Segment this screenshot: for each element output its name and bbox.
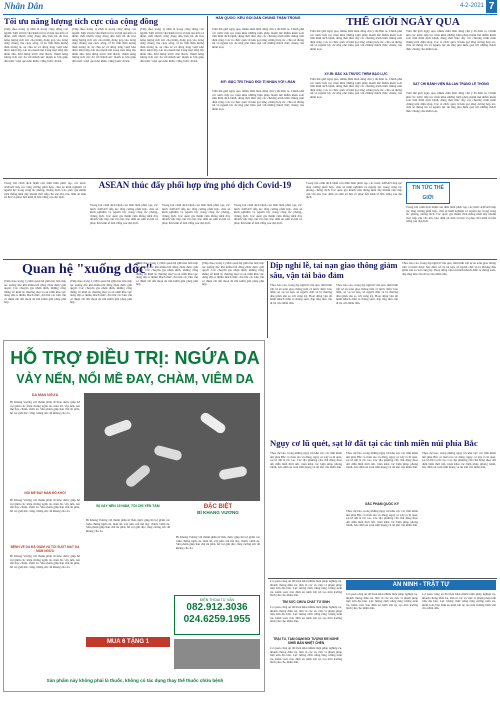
a1-col1: (Tiếp theo trang 1) nhất là trong công đồng con người. Một xã hội vận hành tốt là xã hội mà mỗi cá nhân, mỗi nhóm cộng đồng đều biết tối ưu hóa năng lượng tích cực của mình, đóng góp vào dòng chảy chung của cuộc sống. Ở đó tinh thần tương thân tương ái, sự chia sẻ và đồng lòng vượt khó được khơi dậy, lan tỏa mạnh mẽ trong mọi tầng lớp nhân dân. Khi đứng trước thử thách, chính năng lượng tích cực đó trở thành sức mạnh to lớn giúp đất nước vượt qua khó khăn, vững bước đi lên. (4, 28, 68, 63)
a5-col3: Theo báo cáo, trong dịp nghỉ lễ vừa qua, tình hình trật tự an toàn giao thông trên cả nước được bảo đảm, số vụ tai nạn, số người chết và bị thương đều giảm sâu so với cùng kỳ. Hoạt động vận tải hành khách diễn ra thông suốt, đáp ứng nhu cầu đi lại của nhân dân. (402, 262, 496, 276)
ad-sub-3: BỆNH VỀ DA ĐÃ GIẢM VÀ TÔI SUỐT MẤT DA MẨN NGỨA (10, 545, 80, 553)
a4-title: Quan hệ "xuống dốc" (22, 262, 154, 277)
a7-col1: Cơ quan công an đã triển khai nhiều biện pháp nghiệp vụ, nhanh chóng điều tra, làm rõ các vụ việc vi phạm pháp luật trên địa bàn. Lực lượng chức năng tăng cường tuần tra, kiểm soát, bảo đảm an ninh trật tự, tạo môi trường bình yên cho nhân dân. (270, 580, 342, 598)
ad-col2: Bì Khang Vương với thành phần từ thảo dược giúp hỗ trợ giảm các triệu chứng ngứa da, mẩn đỏ, vảy nến, nổi mề đay, chàm, viêm da. Sản phẩm giúp hạn chế tái phát, hỗ trợ giải độc, tăng cường sức đề kháng cho da. (86, 519, 170, 533)
page-number: 7 (486, 0, 497, 13)
a7-col2: Cơ quan công an đã triển khai nhiều biện pháp nghiệp vụ, nhanh chóng điều tra, làm rõ các vụ việc vi phạm pháp luật trên địa bàn. Lực lượng chức năng tăng cường tuần tra, kiểm soát, bảo đảm an ninh trật tự, tạo môi trường bình yên cho nhân dân. (346, 593, 418, 611)
ad-product-box-photo (174, 639, 260, 669)
a1-col2: (Tiếp theo trang 1) nhất là trong công đồng con người. Một xã hội vận hành tốt là xã hội mà mỗi cá nhân, mỗi nhóm cộng đồng đều biết tối ưu hóa năng lượng tích cực của mình, đóng góp vào dòng chảy chung của cuộc sống. Ở đó tinh thần tương thân tương ái, sự chia sẻ và đồng lòng vượt khó được khơi dậy, lan tỏa mạnh mẽ trong mọi tầng lớp nhân dân. Khi đứng trước thử thách, chính năng lượng tích cực đó trở thành sức mạnh to lớn giúp đất nước vượt qua khó khăn, vững bước đi lên. (72, 28, 136, 63)
ad-col1c: Bì Khang Vương với thành phần từ thảo dược giúp hỗ trợ giảm các triệu chứng ngứa da, mẩn đỏ, vảy nến, nổi mề đay, chàm, viêm da. Sản phẩm giúp hạn chế tái phát, hỗ trợ giải độc, tăng cường sức đề kháng cho da. (10, 555, 80, 569)
ad-sub-1: DA MẨN NGỨA (31, 393, 59, 397)
ad-col3: Bì Khang Vương với thành phần từ thảo dược giúp hỗ trợ giảm các triệu chứng ngứa da, mẩn đỏ, vảy nến, nổi mề đay, chàm, viêm da. Sản phẩm giúp hạn chế tái phát, hỗ trợ giải độc, tăng cường sức đề kháng cho da. (176, 536, 260, 550)
a3-col4: Trong bối cảnh dịch bệnh còn diễn biến phức tạp, các nước ASEAN tiếp tục tăng cường phối hợp, chia sẻ kinh nghiệm và nguồn lực trong công tác phòng, chống dịch. Các quốc gia thành viên thống nhất đẩy nhanh việc tiếp cận vắc-xin, bảo đảm an sinh xã hội và phục hồi kinh tế bền vững sau đại dịch. (306, 182, 402, 200)
row1-rule (3, 178, 497, 179)
a6-title: Ngụy cơ lũ quét, sạt lở đất tại các tỉnh miền núi phía Bắc (270, 438, 478, 448)
world-news-logo (406, 182, 450, 204)
a3-col5: Trong bối cảnh dịch bệnh còn diễn biến phức tạp, các nước ASEAN tiếp tục tăng cường phối hợp, chia sẻ kinh nghiệm và nguồn lực trong công tác phòng, chống dịch. Các quốc gia thành viên thống nhất đẩy nhanh việc tiếp cận vắc-xin, bảo đảm an sinh xã hội và phục hồi kinh tế bền vững sau đại dịch. (406, 206, 496, 224)
a5-title: Dịp nghỉ lễ, tai nạn giao thông giảm sâu, vận tải bảo đảm (270, 261, 398, 280)
a3-col2: Trong bối cảnh dịch bệnh còn diễn biến phức tạp, các nước ASEAN tiếp tục tăng cường phối hợp, chia sẻ kinh nghiệm và nguồn lực trong công tác phòng, chống dịch. Các quốc gia thành viên thống nhất đẩy nhanh việc tiếp cận vắc-xin, bảo đảm an sinh xã hội và phục hồi kinh tế bền vững sau đại dịch. (162, 204, 230, 225)
a1-title: Tối ưu năng lượng tích cực của cộng đồng (4, 16, 158, 26)
a6-col1: Theo dự báo, trong những ngày tới khu vực các tỉnh miền núi phía Bắc có mưa rào và dông, nguy cơ xảy ra lũ quét, sạt lở đất là rất cao. Các địa phương cần chủ động theo dõi diễn biến thời tiết, triển khai các biện pháp phòng tránh, bảo đảm an toàn tính mạng và tài sản của nhân dân. (270, 452, 342, 470)
ad-promo (86, 637, 170, 647)
capsule-icon (103, 419, 133, 438)
a5-col1: Theo báo cáo, trong dịp nghỉ lễ vừa qua, tình hình trật tự an toàn giao thông trên cả nước được bảo đảm, số vụ tai nạn, số người chết và bị thương đều giảm sâu so với cùng kỳ. Hoạt động vận tải hành khách diễn ra thông suốt, đáp ứng nhu cầu đi lại của nhân dân. (270, 284, 332, 305)
world-news-logo-text: TIN TỨC THẾ GIỚI (412, 185, 444, 201)
a3-title: ASEAN thúc đẩy phối hợp ứng phó dịch Covid-19 (98, 180, 292, 190)
a2-col3: Trên thế giới ngày qua, nhiều diễn biến đáng chú ý đã diễn ra. Chính phủ các nước tiếp tục triển khai những biện pháp mạnh mẽ nhằm kiểm soát tình hình dịch bệnh, đồng thời thúc đẩy các chương trình tiêm chủng trên diện rộng. Các tổ chức quốc tế kêu gọi tăng cường hợp tác, chia sẻ thông tin và nguồn lực để ứng phó hiệu quả với những thách thức chung của nhân loại. (406, 30, 496, 51)
a4-col2: (Tiếp theo trang 1) Mối quan hệ giữa hai bên tiếp tục xuống dốc khi nhiều bất đồng chưa được giải quyết. Các chuyên gia nhận định, những căng thẳng về kinh tế, thương mại và an ninh khu vực đang đặt ra nhiều thách thức, đòi hỏi các bên cần có thiện chí đối thoại để tìm kiếm giải pháp phù hợp. (70, 280, 132, 305)
a6-kicker: XÃC PHẠM QUỐC KỲ (365, 502, 399, 506)
ad-col1b: Bì Khang Vương với thành phần từ thảo dược giúp hỗ trợ giảm các triệu chứng ngứa da, mẩn đỏ, vảy nến, nổi mề đay, chàm, viêm da. Sản phẩm giúp hạn chế tái phát, hỗ trợ giải độc, tăng cường sức đề kháng cho da. (10, 499, 80, 513)
capsule-icon (199, 411, 228, 435)
ad-block (3, 340, 265, 692)
masthead (0, 0, 500, 14)
a5-col2: Theo báo cáo, trong dịp nghỉ lễ vừa qua, tình hình trật tự an toàn giao thông trên cả nước được bảo đảm, số vụ tai nạn, số người chết và bị thương đều giảm sâu so với cùng kỳ. Hoạt động vận tải hành khách diễn ra thông suốt, đáp ứng nhu cầu đi lại của nhân dân. (336, 284, 398, 305)
a2-col3b: Trên thế giới ngày qua, nhiều diễn biến đáng chú ý đã diễn ra. Chính phủ các nước tiếp tục triển khai những biện pháp mạnh mẽ nhằm kiểm soát tình hình dịch bệnh, đồng thời thúc đẩy các chương trình tiêm chủng trên diện rộng. Các tổ chức quốc tế kêu gọi tăng cường hợp tác, chia sẻ thông tin và nguồn lực để ứng phó hiệu quả với những thách thức chung của nhân loại. (406, 92, 496, 113)
a3-col0: Trong bối cảnh dịch bệnh còn diễn biến phức tạp, các nước ASEAN tiếp tục tăng cường phối hợp, chia sẻ kinh nghiệm và nguồn lực trong công tác phòng, chống dịch. Các quốc gia thành viên thống nhất đẩy nhanh việc tiếp cận vắc-xin, bảo đảm an sinh xã hội và phục hồi kinh tế bền vững sau đại dịch. (4, 182, 86, 200)
a2-kicker-4: SÁT CHỈ BẮNH VIỆN BA LAN TRÁNG LÊ THÔNG (412, 82, 490, 86)
paper-name: Nhân Dân (4, 1, 44, 11)
ad-sub-2: NỔI MỀ ĐAY MẨN ĐỎ KHỎI (24, 491, 66, 495)
row2-rule (3, 259, 497, 260)
a2-kicker-1: HÀN QUỐC: KÊU GỌI DÂN CHÚNG THẬN TRỌNG (215, 16, 301, 20)
a4-col4: (Tiếp theo trang 1) Mối quan hệ giữa hai bên tiếp tục xuống dốc khi nhiều bất đồng chưa được giải quyết. Các chuyên gia nhận định, những căng thẳng về kinh tế, thương mại và an ninh khu vực đang đặt ra nhiều thách thức, đòi hỏi các bên cần có thiện chí đối thoại để tìm kiếm giải pháp phù hợp. (202, 262, 264, 287)
a5-divider (267, 261, 268, 338)
ad-hotline-box (174, 595, 260, 635)
a7-kicker-2: TRẠI TÙ, TẠM GIAM ĐỔI TƯỢNG ĐỂ NGHỀ SIHÉI BẢN NHIỆT CHÉN (273, 637, 339, 646)
a7-title: AN NINH - TRẬT TỰ (392, 582, 450, 588)
a6-col3: Theo dự báo, trong những ngày tới khu vực các tỉnh miền núi phía Bắc có mưa rào và dông, nguy cơ xảy ra lũ quét, sạt lở đất là rất cao. Các địa phương cần chủ động theo dõi diễn biến thời tiết, triển khai các biện pháp phòng tránh, bảo đảm an toàn tính mạng và tài sản của nhân dân. (422, 452, 496, 470)
ad-headline-1: HỖ TRỢ ĐIỀU TRỊ: NGỨA DA (10, 348, 260, 368)
ad-col1a: Bì Khang Vương với thành phần từ thảo dược giúp hỗ trợ giảm các triệu chứng ngứa da, mẩn đỏ, vảy nến, nổi mề đay, chàm, viêm da. Sản phẩm giúp hạn chế tái phát, hỗ trợ giải độc, tăng cường sức đề kháng cho da. (10, 401, 80, 415)
issue-date: 4-2-2021 (459, 3, 484, 9)
promo-text: MUA 6 TẶNG 1 (106, 639, 150, 645)
capsule-icon (153, 445, 183, 462)
header-rule (3, 14, 497, 15)
a2-col2: Trên thế giới ngày qua, nhiều diễn biến đáng chú ý đã diễn ra. Chính phủ các nước tiếp tục triển khai những biện pháp mạnh mẽ nhằm kiểm soát tình hình dịch bệnh, đồng thời thúc đẩy các chương trình tiêm chủng trên diện rộng. Các tổ chức quốc tế kêu gọi tăng cường hợp tác, chia sẻ thông tin và nguồn lực để ứng phó hiệu quả với những thách thức chung của nhân loại. (310, 30, 402, 51)
capsule-icon (218, 466, 247, 481)
badge-text: ĐẶC BIỆT (203, 504, 233, 510)
a1-col3: (Tiếp theo trang 1) nhất là trong công đồng con người. Một xã hội vận hành tốt là xã hội mà mỗi cá nhân, mỗi nhóm cộng đồng đều biết tối ưu hóa năng lượng tích cực của mình, đóng góp vào dòng chảy chung của cuộc sống. Ở đó tinh thần tương thân tương ái, sự chia sẻ và đồng lòng vượt khó được khơi dậy, lan tỏa mạnh mẽ trong mọi tầng lớp nhân dân. Khi đứng trước thử thách, chính năng lượng tích cực đó trở thành sức mạnh to lớn giúp đất nước vượt qua khó khăn, vững bước đi lên. (140, 28, 204, 63)
ad-special-badge (176, 504, 260, 534)
a6-col2b: Theo dự báo, trong những ngày tới khu vực các tỉnh miền núi phía Bắc có mưa rào và dông, nguy cơ xảy ra lũ quét, sạt lở đất là rất cao. Các địa phương cần chủ động theo dõi diễn biến thời tiết, triển khai các biện pháp phòng tránh, bảo đảm an toàn tính mạng và tài sản của nhân dân. (346, 510, 418, 528)
a3-col3: Trong bối cảnh dịch bệnh còn diễn biến phức tạp, các nước ASEAN tiếp tục tăng cường phối hợp, chia sẻ kinh nghiệm và nguồn lực trong công tác phòng, chống dịch. Các quốc gia thành viên thống nhất đẩy nhanh việc tiếp cận vắc-xin, bảo đảm an sinh xã hội và phục hồi kinh tế bền vững sau đại dịch. (234, 204, 302, 225)
capsule-icon (124, 463, 152, 489)
a7-section-bar (346, 580, 496, 590)
ad-sub-4: BỊ VẢY NẾN 15 NĂM, TÔI CHỈ YÊN TÂM (96, 504, 160, 508)
a2-col1: Trên thế giới ngày qua, nhiều diễn biến đáng chú ý đã diễn ra. Chính phủ các nước tiếp tục triển khai những biện pháp mạnh mẽ nhằm kiểm soát tình hình dịch bệnh, đồng thời thúc đẩy các chương trình tiêm chủng trên diện rộng. Các tổ chức quốc tế kêu gọi tăng cường hợp tác, chia sẻ thông tin và nguồn lực để ứng phó hiệu quả với những thách thức chung của nhân loại. (212, 28, 304, 49)
a6-col2: Theo dự báo, trong những ngày tới khu vực các tỉnh miền núi phía Bắc có mưa rào và dông, nguy cơ xảy ra lũ quét, sạt lở đất là rất cao. Các địa phương cần chủ động theo dõi diễn biến thời tiết, triển khai các biện pháp phòng tránh, bảo đảm an toàn tính mạng và tài sản của nhân dân. (346, 452, 418, 470)
ad-product-photo (84, 393, 260, 501)
a7-col1c: Cơ quan công an đã triển khai nhiều biện pháp nghiệp vụ, nhanh chóng điều tra, làm rõ các vụ việc vi phạm pháp luật trên địa bàn. Lực lượng chức năng tăng cường tuần tra, kiểm soát, bảo đảm an ninh trật tự, tạo môi trường bình yên cho nhân dân. (270, 647, 342, 665)
hotline-phone-1[interactable]: 082.912.3036 (186, 602, 248, 613)
a7-rule (268, 578, 497, 579)
a2-kicker-2: MỸ: BẮC TRI THAO ĐỐI TÍ NHÂN VỚI I-RAN (220, 80, 296, 84)
a2-title: THẾ GIỚI NGÀY QUA (346, 16, 460, 28)
hotline-phone-2[interactable]: 024.6259.1955 (183, 614, 251, 625)
a7-col1b: Cơ quan công an đã triển khai nhiều biện pháp nghiệp vụ, nhanh chóng điều tra, làm rõ các vụ việc vi phạm pháp luật trên địa bàn. Lực lượng chức năng tăng cường tuần tra, kiểm soát, bảo đảm an ninh trật tự, tạo môi trường bình yên cho nhân dân. (270, 606, 342, 624)
ad-disclaimer: Sản phẩm này không phải là thuốc, không có tác dụng thay thế thuốc chữa bệnh (46, 678, 224, 683)
hotline-label: ĐIỆN THOẠI TƯ VẤN (199, 598, 235, 602)
a2-divider (207, 16, 208, 176)
a3-col1: Trong bối cảnh dịch bệnh còn diễn biến phức tạp, các nước ASEAN tiếp tục tăng cường phối hợp, chia sẻ kinh nghiệm và nguồn lực trong công tác phòng, chống dịch. Các quốc gia thành viên thống nhất đẩy nhanh việc tiếp cận vắc-xin, bảo đảm an sinh xã hội và phục hồi kinh tế bền vững sau đại dịch. (90, 204, 158, 225)
badge-brand: BÌ KHANG VƯƠNG (197, 510, 239, 515)
ad-headline-2: VẢY NẾN, NỔI MỀ ĐAY, CHÀM, VIÊM DA (16, 372, 254, 386)
a7-kicker-1: TÌM SỨC CHỨA CHẤT TỨ SINH (282, 600, 330, 604)
a4-col3: (Tiếp theo trang 1) Mối quan hệ giữa hai bên tiếp tục xuống dốc khi nhiều bất đồng chưa được giải quyết. Các chuyên gia nhận định, những căng thẳng về kinh tế, thương mại và an ninh khu vực đang đặt ra nhiều thách thức, đòi hỏi các bên cần có thiện chí đối thoại để tìm kiếm giải pháp phù hợp. (136, 262, 198, 287)
a1-body (4, 28, 204, 178)
a4-col1: (Tiếp theo trang 1) Mối quan hệ giữa hai bên tiếp tục xuống dốc khi nhiều bất đồng chưa được giải quyết. Các chuyên gia nhận định, những căng thẳng về kinh tế, thương mại và an ninh khu vực đang đặt ra nhiều thách thức, đòi hỏi các bên cần có thiện chí đối thoại để tìm kiếm giải pháp phù hợp. (4, 280, 66, 305)
a7-col3: Cơ quan công an đã triển khai nhiều biện pháp nghiệp vụ, nhanh chóng điều tra, làm rõ các vụ việc vi phạm pháp luật trên địa bàn. Lực lượng chức năng tăng cường tuần tra, kiểm soát, bảo đảm an ninh trật tự, tạo môi trường bình yên cho nhân dân. (422, 593, 496, 611)
a2-col1b: Trên thế giới ngày qua, nhiều diễn biến đáng chú ý đã diễn ra. Chính phủ các nước tiếp tục triển khai những biện pháp mạnh mẽ nhằm kiểm soát tình hình dịch bệnh, đồng thời thúc đẩy các chương trình tiêm chủng trên diện rộng. Các tổ chức quốc tế kêu gọi tăng cường hợp tác, chia sẻ thông tin và nguồn lực để ứng phó hiệu quả với những thách thức chung của nhân loại. (212, 90, 304, 111)
a2-kicker-3: XY-RI: BẮC XA TRƯỚC THÊM BẠO LỰC (324, 72, 388, 76)
a2-col2b: Trên thế giới ngày qua, nhiều diễn biến đáng chú ý đã diễn ra. Chính phủ các nước tiếp tục triển khai những biện pháp mạnh mẽ nhằm kiểm soát tình hình dịch bệnh, đồng thời thúc đẩy các chương trình tiêm chủng trên diện rộng. Các tổ chức quốc tế kêu gọi tăng cường hợp tác, chia sẻ thông tin và nguồn lực để ứng phó hiệu quả với những thách thức chung của nhân loại. (310, 78, 402, 99)
